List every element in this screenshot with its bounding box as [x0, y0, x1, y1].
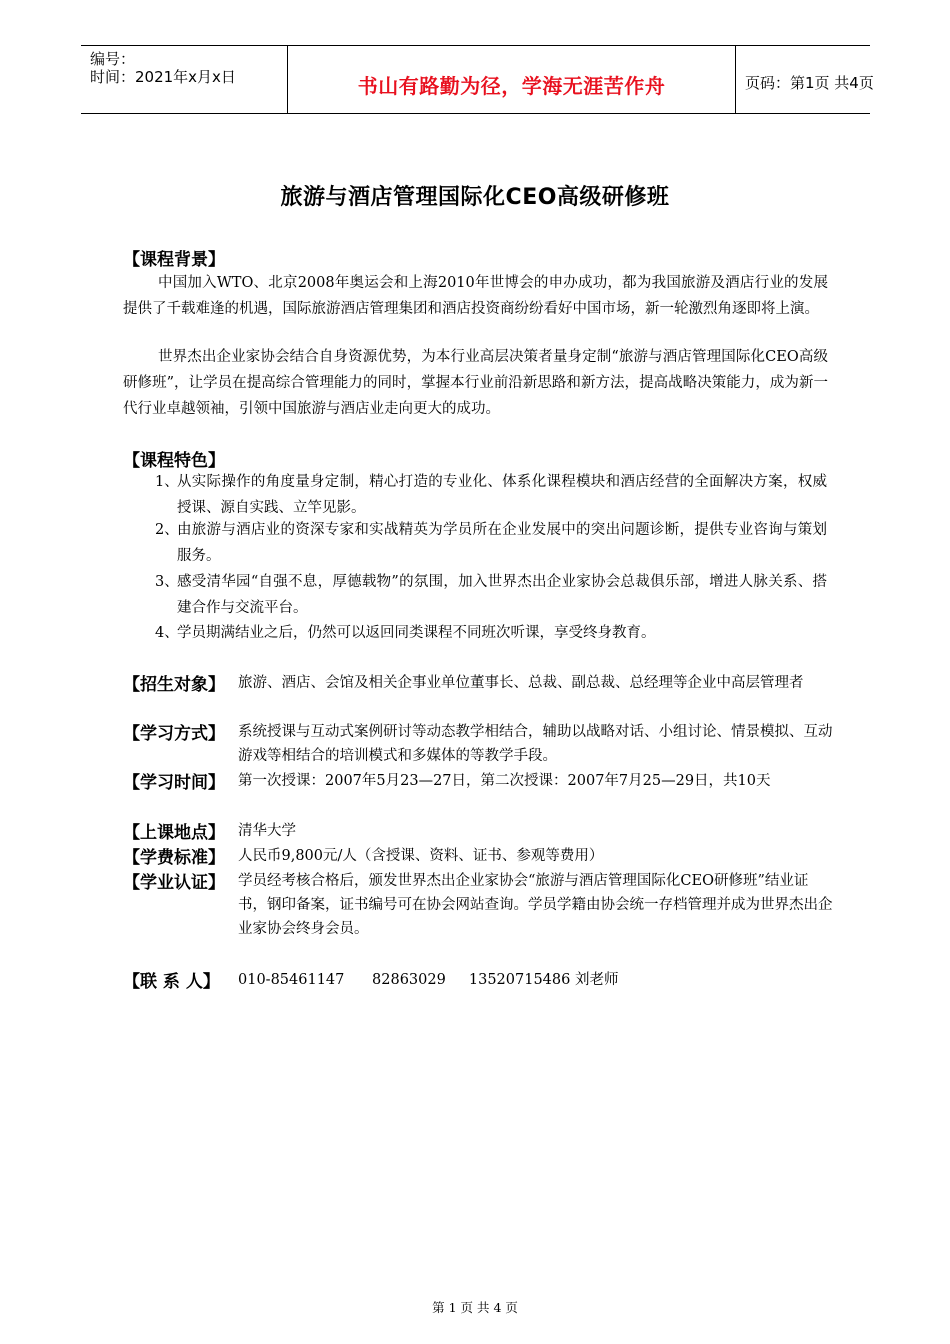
info-label: 【招生对象】: [123, 675, 225, 695]
section-heading-background: 【课程背景】: [123, 250, 225, 270]
header-page-cell: [736, 46, 874, 113]
page-footer: 第 1 页 共 4 页: [432, 1300, 518, 1315]
feature-item-3: [155, 569, 827, 621]
feature-number: 4、: [155, 625, 179, 641]
info-value: 010-85461147 82863029 13520715486 刘老师: [238, 972, 619, 988]
info-value: 旅游、酒店、会馆及相关企事业单位董事长、总裁、副总裁、总经理等企业中高层管理者: [238, 675, 804, 691]
feature-number: 3、: [155, 574, 179, 590]
feature-text: 由旅游与酒店业的资深专家和实战精英为学员所在企业发展中的突出问题诊断，提供专业咨询与策划服务。: [177, 522, 827, 564]
info-label: 【联 系 人】: [123, 972, 220, 992]
feature-text: 从实际操作的角度量身定制，精心打造的专业化、体系化课程模块和酒店经营的全面解决方案，权威授课、源自实践、立竿见影。: [177, 474, 827, 516]
info-label: 【学习方式】: [123, 724, 225, 744]
document-title: 旅游与酒店管理国际化CEO高级研修班: [280, 185, 670, 210]
info-label: 【学业认证】: [123, 873, 225, 893]
page-header: [81, 45, 874, 114]
feature-item-1: [155, 469, 827, 521]
feature-text: 感受清华园“自强不息，厚德载物”的氛围，加入世界杰出企业家协会总裁俱乐部，增进人脉关系、搭建合作与交流平台。: [177, 574, 827, 616]
background-paragraph-1: 中国加入WTO、北京2008年奥运会和上海2010年世博会的申办成功，都为我国旅游及酒店行业的发展提供了千载难逢的机遇，国际旅游酒店管理集团和酒店投资商纷纷看好中国市场，新一轮激烈角逐即将上演。: [123, 275, 828, 317]
info-value: 人民币9,800元/人（含授课、资料、证书、参观等费用）: [238, 848, 604, 864]
header-slogan-cell: [288, 46, 736, 113]
document-number: 编号：: [90, 50, 136, 68]
section-heading-features: 【课程特色】: [123, 451, 225, 471]
info-value: 系统授课与互动式案例研讨等动态教学相结合，辅助以战略对话、小组讨论、情景模拟、互动游戏等相结合的培训模式和多媒体的等教学手段。: [238, 724, 833, 764]
header-meta: [81, 46, 288, 113]
feature-number: 2、: [155, 522, 179, 538]
background-paragraph-2: 世界杰出企业家协会结合自身资源优势，为本行业高层决策者量身定制“旅游与酒店管理国际化CEO高级研修班”，让学员在提高综合管理能力的同时，掌握本行业前沿新思路和新方法，提高战略决策能力，成为新一代行业卓越领袖，引领中国旅游与酒店业走向更大的成功。: [123, 349, 828, 417]
info-label: 【学习时间】: [123, 773, 225, 793]
header-slogan: 书山有路勤为径，学海无涯苦作舟: [357, 74, 666, 98]
feature-item-2: [155, 517, 827, 569]
document-date: 时间：2021年x月x日: [90, 68, 236, 86]
info-label: 【上课地点】: [123, 823, 225, 843]
header-page-info: 页码：第1页 共4页: [745, 74, 874, 92]
info-value: 学员经考核合格后，颁发世界杰出企业家协会“旅游与酒店管理国际化CEO研修班”结业证书，钢印备案，证书编号可在协会网站查询。学员学籍由协会统一存档管理并成为世界杰出企业家协会终身会员。: [238, 873, 833, 937]
feature-number: 1、: [155, 474, 179, 490]
feature-item-4: [155, 620, 827, 646]
feature-text: 学员期满结业之后，仍然可以返回同类课程不同班次听课，享受终身教育。: [177, 625, 656, 641]
info-value: 第一次授课：2007年5月23—27日，第二次授课：2007年7月25—29日，共10天: [238, 773, 771, 789]
info-value: 清华大学: [238, 823, 296, 839]
info-label: 【学费标准】: [123, 848, 225, 868]
